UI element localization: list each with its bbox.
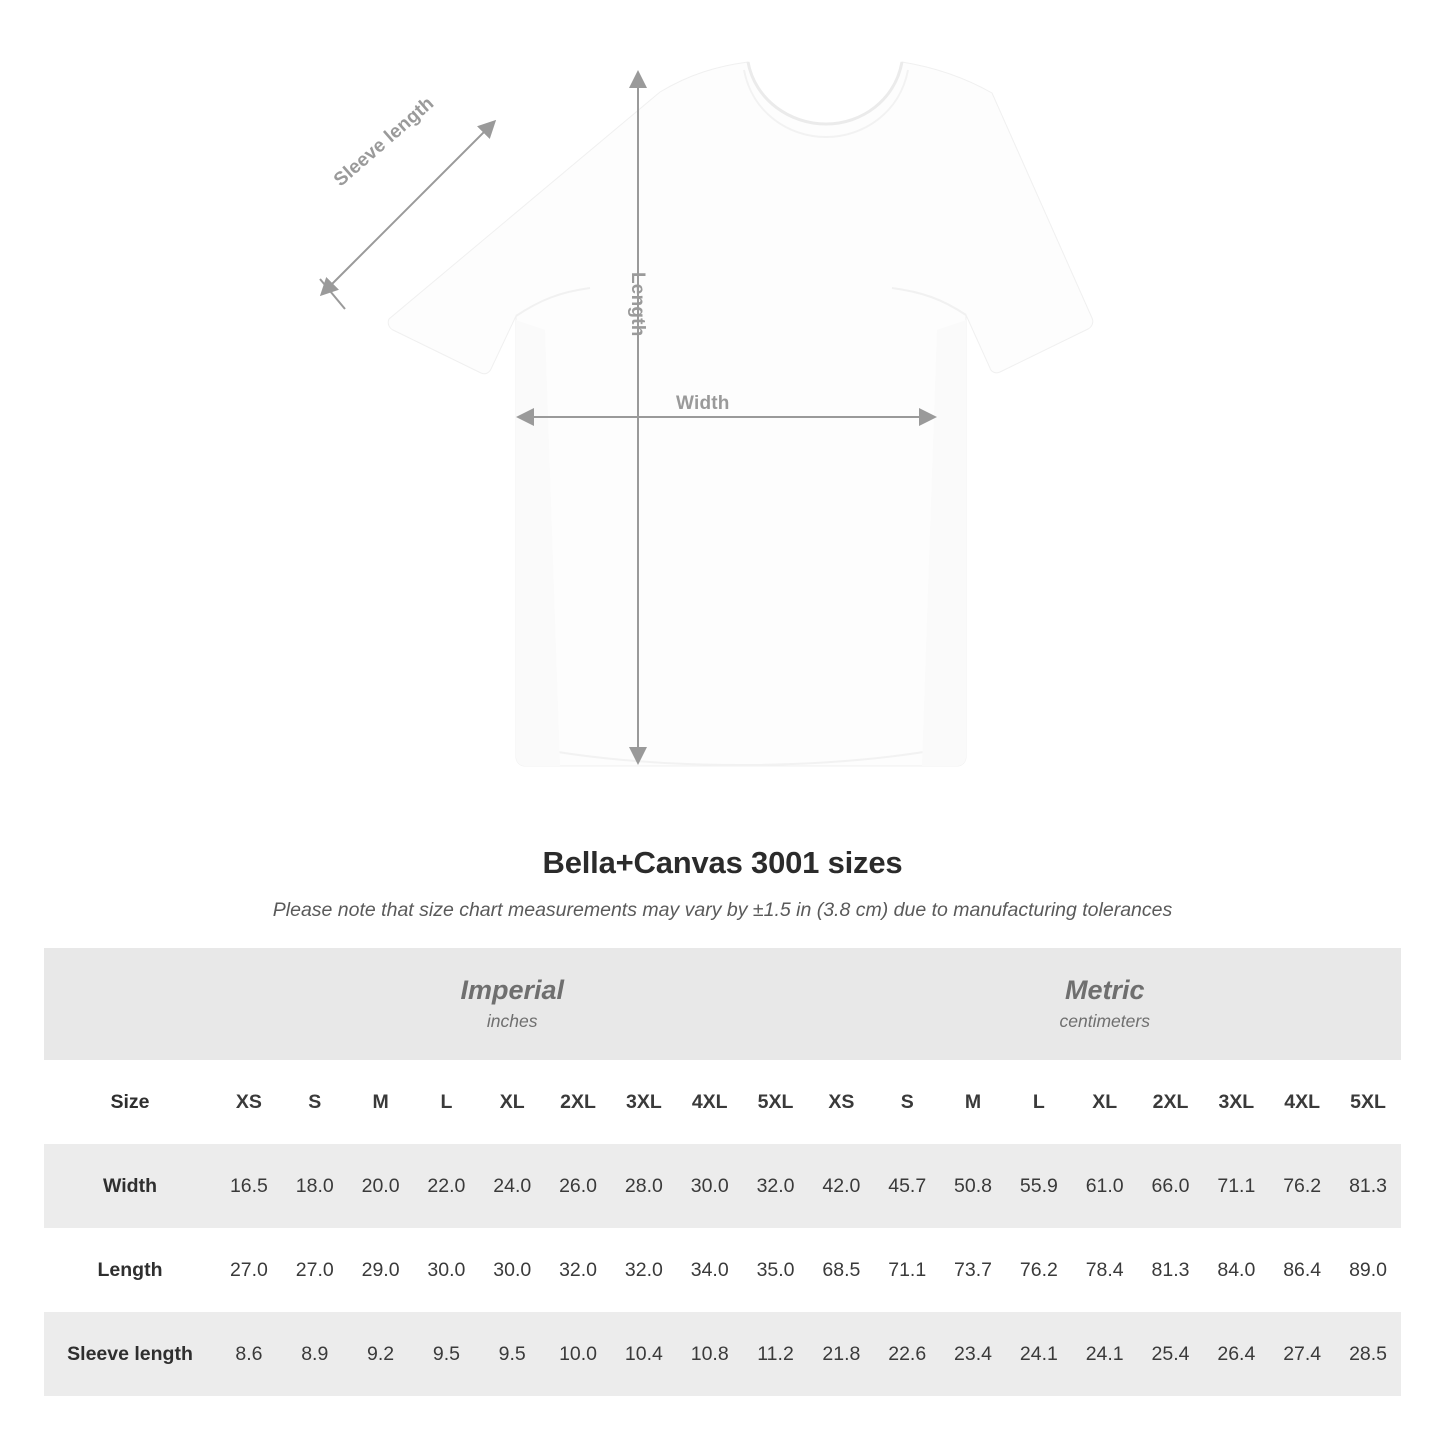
size-header-cell: 2XL [1138,1060,1204,1144]
measurement-cell: 21.8 [808,1312,874,1396]
measurement-cell: 76.2 [1006,1228,1072,1312]
measurement-cell: 11.2 [743,1312,809,1396]
size-header-cell: XL [479,1060,545,1144]
size-header-cell: 5XL [743,1060,809,1144]
measurement-cell: 45.7 [874,1144,940,1228]
size-header-cell: XS [808,1060,874,1144]
measurement-cell: 8.6 [216,1312,282,1396]
measurement-cell: 81.3 [1335,1144,1401,1228]
measurement-cell: 50.8 [940,1144,1006,1228]
size-header-cell: XS [216,1060,282,1144]
size-column-label: Size [44,1060,216,1144]
table-row [44,1312,1401,1396]
chart-title-block [0,845,1445,922]
size-header-cell: 2XL [545,1060,611,1144]
unit-group-header [808,948,1401,1060]
measurement-cell: 55.9 [1006,1144,1072,1228]
measurement-cell: 22.0 [413,1144,479,1228]
measurement-cell: 71.1 [1203,1144,1269,1228]
measurement-cell: 73.7 [940,1228,1006,1312]
measurement-cell: 68.5 [808,1228,874,1312]
measurement-cell: 78.4 [1072,1228,1138,1312]
measurement-cell: 35.0 [743,1228,809,1312]
measurement-cell: 27.0 [282,1228,348,1312]
size-header-cell: 4XL [677,1060,743,1144]
measurement-cell: 71.1 [874,1228,940,1312]
size-header-cell: 5XL [1335,1060,1401,1144]
measurement-cell: 27.4 [1269,1312,1335,1396]
size-header-cell: 3XL [1203,1060,1269,1144]
unit-header-row [44,948,1401,1060]
size-header-row [44,1060,1401,1144]
measurement-cell: 16.5 [216,1144,282,1228]
measurement-cell: 86.4 [1269,1228,1335,1312]
measurement-cell: 76.2 [1269,1144,1335,1228]
size-header-cell: L [1006,1060,1072,1144]
unit-group-header [216,948,808,1060]
measurement-cell: 9.2 [348,1312,414,1396]
measurement-cell: 61.0 [1072,1144,1138,1228]
measurement-cell: 29.0 [348,1228,414,1312]
unit-row-spacer [44,948,216,1060]
measurement-cell: 22.6 [874,1312,940,1396]
tolerance-note: Please note that size chart measurements may vary by ±1.5 in (3.8 cm) due to manufacturing tolerances [272,899,1173,921]
measurement-cell: 32.0 [545,1228,611,1312]
unit-group-subtitle: inches [486,1011,538,1032]
size-header-cell: 4XL [1269,1060,1335,1144]
measurement-cell: 9.5 [479,1312,545,1396]
measurement-cell: 30.0 [677,1144,743,1228]
page-title: Bella+Canvas 3001 sizes [542,845,903,880]
measurement-cell: 8.9 [282,1312,348,1396]
measurement-cell: 28.5 [1335,1312,1401,1396]
length-label: Length [627,272,648,337]
measurement-cell: 42.0 [808,1144,874,1228]
size-header-cell: M [348,1060,414,1144]
measurement-cell: 10.8 [677,1312,743,1396]
measurement-cell: 89.0 [1335,1228,1401,1312]
measurement-cell: 9.5 [413,1312,479,1396]
table-row [44,1144,1401,1228]
measurement-cell: 66.0 [1138,1144,1204,1228]
table-row [44,1228,1401,1312]
measurement-cell: 30.0 [479,1228,545,1312]
size-table-wrapper [44,948,1401,1396]
measurement-cell: 10.4 [611,1312,677,1396]
size-table [44,948,1401,1396]
measurement-row-label: Sleeve length [44,1312,216,1396]
measurement-cell: 30.0 [413,1228,479,1312]
size-header-cell: S [282,1060,348,1144]
sleeve-length-label: Sleeve length [330,92,439,191]
measurement-cell: 18.0 [282,1144,348,1228]
measurement-cell: 10.0 [545,1312,611,1396]
measurement-cell: 34.0 [677,1228,743,1312]
measurement-row-label: Width [44,1144,216,1228]
measurement-cell: 27.0 [216,1228,282,1312]
measurement-cell: 32.0 [611,1228,677,1312]
unit-group-name: Imperial [460,974,564,1005]
measurement-cell: 28.0 [611,1144,677,1228]
measurement-cell: 26.0 [545,1144,611,1228]
size-header-cell: S [874,1060,940,1144]
measurement-cell: 81.3 [1138,1228,1204,1312]
size-header-cell: 3XL [611,1060,677,1144]
measurement-cell: 32.0 [743,1144,809,1228]
measurement-cell: 24.0 [479,1144,545,1228]
tshirt-shape [388,62,1093,766]
measurement-cell: 24.1 [1072,1312,1138,1396]
size-header-cell: XL [1072,1060,1138,1144]
size-header-cell: L [413,1060,479,1144]
measurement-cell: 23.4 [940,1312,1006,1396]
measurement-cell: 84.0 [1203,1228,1269,1312]
unit-group-subtitle: centimeters [1059,1011,1150,1032]
size-header-cell: M [940,1060,1006,1144]
width-label: Width [676,393,730,414]
measurement-row-label: Length [44,1228,216,1312]
measurement-cell: 25.4 [1138,1312,1204,1396]
measurement-cell: 26.4 [1203,1312,1269,1396]
measurement-cell: 20.0 [348,1144,414,1228]
unit-group-name: Metric [1064,974,1145,1005]
measurement-cell: 24.1 [1006,1312,1072,1396]
